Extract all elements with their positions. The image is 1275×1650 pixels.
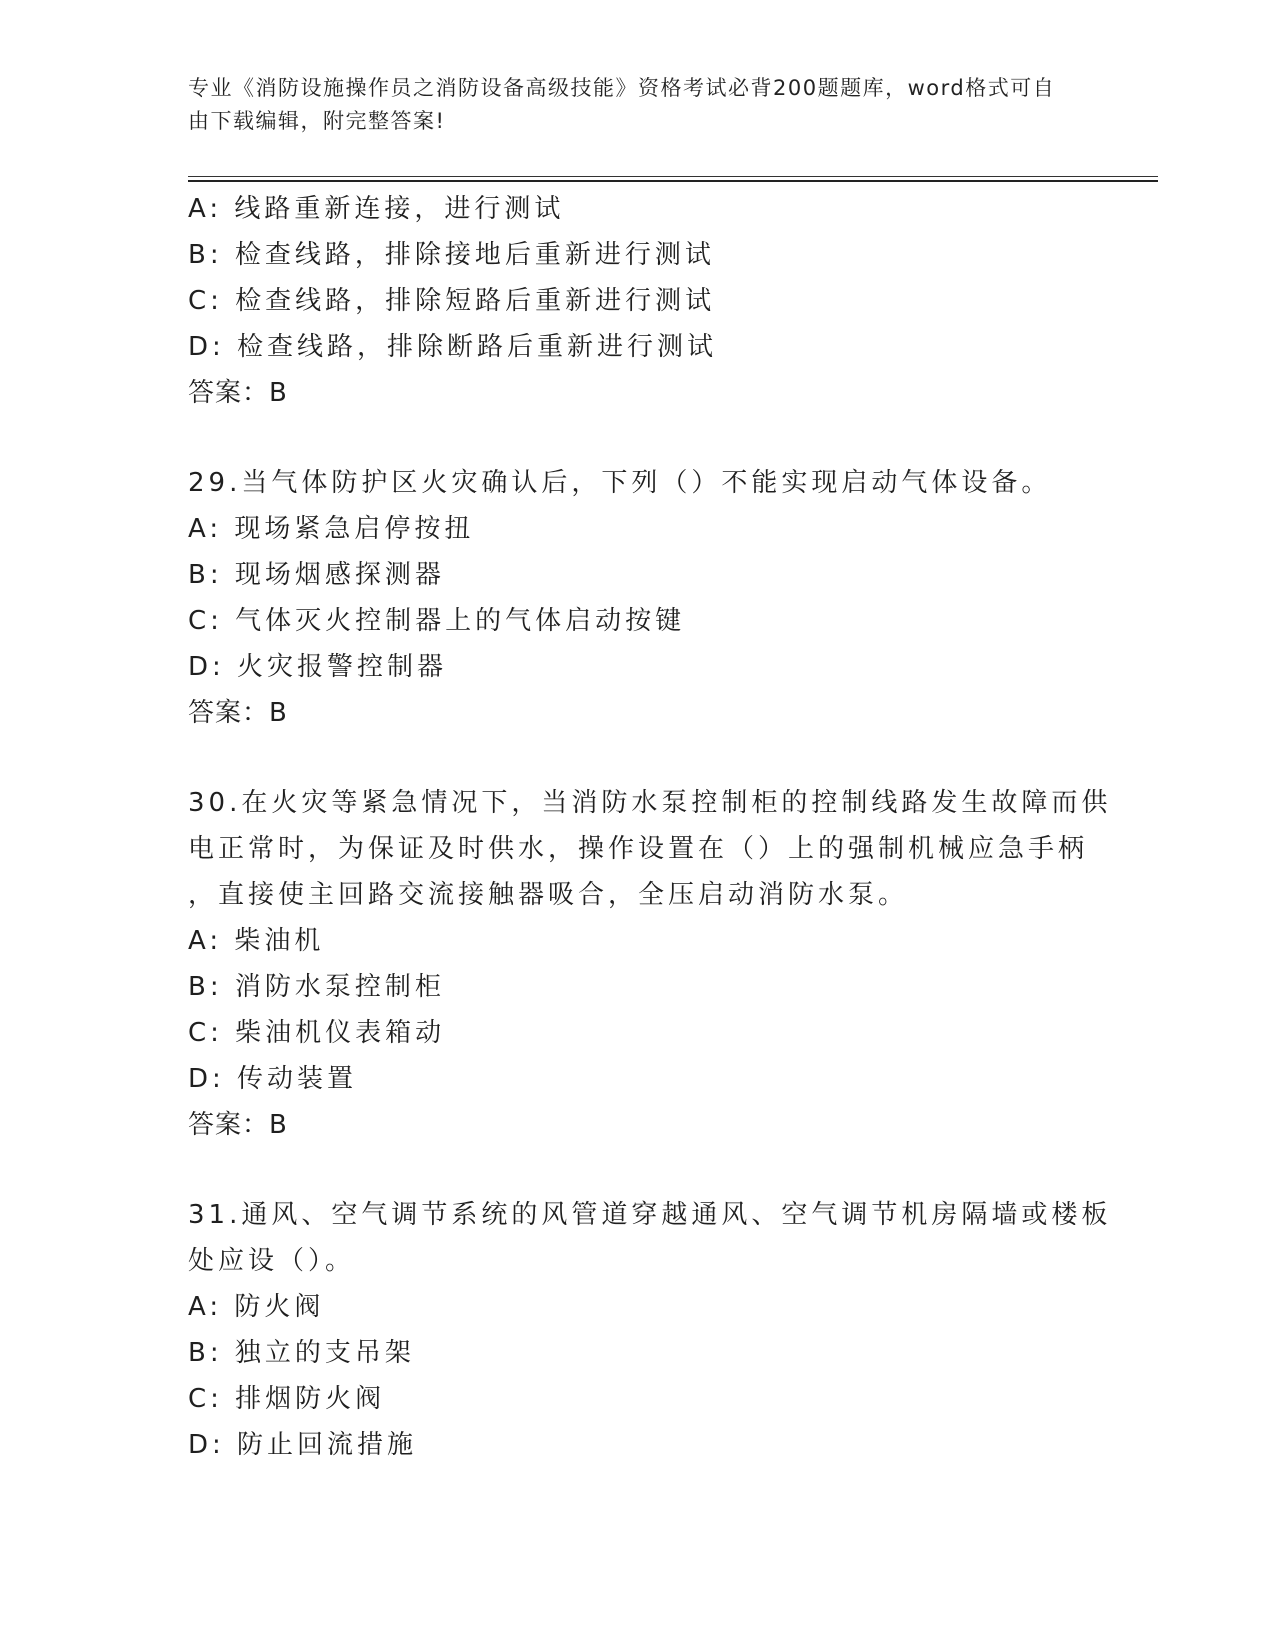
spacer	[188, 416, 1088, 460]
spacer	[188, 1148, 1088, 1192]
question-block-31	[188, 1192, 1112, 1468]
question-stem-line: 处应设（）。	[188, 1246, 356, 1276]
option-a: A: 柴油机	[188, 926, 325, 956]
question-stem-line: ，直接使主回路交流接触器吸合，全压启动消防水泵。	[188, 880, 909, 910]
option-d: D: 检查线路，排除断路后重新进行测试	[188, 332, 718, 362]
question-block-29	[188, 460, 1088, 736]
option-c: C: 排烟防火阀	[188, 1384, 386, 1414]
option-c: C: 气体灭火控制器上的气体启动按键	[188, 606, 686, 636]
question-list	[188, 186, 1112, 1468]
option-d: D: 防止回流措施	[188, 1430, 418, 1460]
option-b: B: 独立的支吊架	[188, 1338, 415, 1368]
question-block-prev	[188, 186, 1088, 416]
header-rule-thin	[188, 176, 1158, 177]
option-a: A: 线路重新连接，进行测试	[188, 194, 565, 224]
option-a: A: 防火阀	[188, 1292, 325, 1322]
spacer	[188, 736, 1088, 780]
header-rule-thick	[188, 180, 1158, 182]
question-stem-line: 电正常时，为保证及时供水，操作设置在（）上的强制机械应急手柄	[188, 834, 1089, 864]
question-block-30	[188, 780, 1112, 1148]
question-stem: 29.当气体防护区火灾确认后，下列（）不能实现启动气体设备。	[188, 468, 1052, 498]
answer-line: 答案：B	[188, 1110, 288, 1140]
answer-line: 答案：B	[188, 378, 288, 408]
question-stem-line: 31.通风、空气调节系统的风管道穿越通风、空气调节机房隔墙或楼板	[188, 1200, 1112, 1230]
option-c: C: 检查线路，排除短路后重新进行测试	[188, 286, 716, 316]
option-b: B: 检查线路，排除接地后重新进行测试	[188, 240, 715, 270]
document-header: 专业《消防设施操作员之消防设备高级技能》资格考试必背200题题库，word格式可自由下载编辑，附完整答案!	[188, 76, 1056, 133]
option-a: A: 现场紧急启停按扭	[188, 514, 475, 544]
option-c: C: 柴油机仪表箱动	[188, 1018, 446, 1048]
option-d: D: 火灾报警控制器	[188, 652, 448, 682]
option-b: B: 消防水泵控制柜	[188, 972, 445, 1002]
option-d: D: 传动装置	[188, 1064, 358, 1094]
question-stem-line: 30.在火灾等紧急情况下，当消防水泵控制柜的控制线路发生故障而供	[188, 788, 1112, 818]
answer-line: 答案：B	[188, 698, 288, 728]
option-b: B: 现场烟感探测器	[188, 560, 445, 590]
